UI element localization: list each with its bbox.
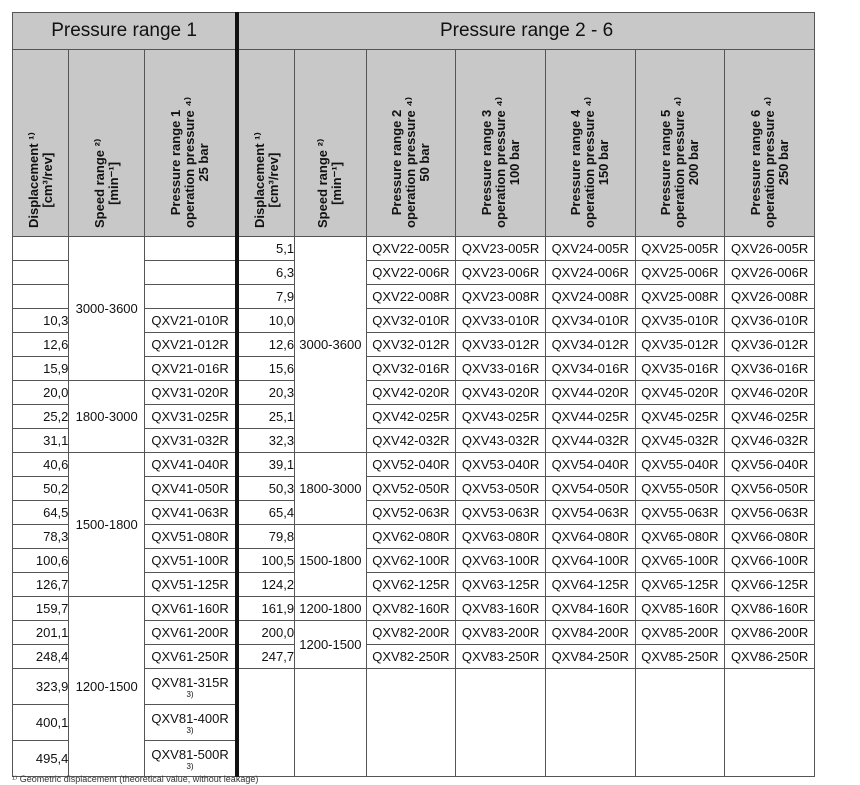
right-type-code-cell: QXV22-005R: [366, 237, 456, 261]
col-header-line: [min⁻¹]: [329, 161, 345, 205]
right-displacement-cell: 15,6: [237, 357, 294, 381]
right-type-code-cell: QXV62-080R: [366, 525, 456, 549]
right-displacement-cell: 79,8: [237, 525, 294, 549]
type-code-text: QXV81-400R: [151, 710, 229, 726]
right-displacement-cell: 6,3: [237, 261, 294, 285]
empty-cell: [725, 669, 815, 777]
left-displacement-cell: 31,1: [13, 429, 69, 453]
left-displacement-cell: 323,9: [13, 669, 69, 705]
right-type-code-cell: QXV43-025R: [456, 405, 546, 429]
left-displacement-cell: 78,3: [13, 525, 69, 549]
left-type-code-cell: [144, 741, 237, 777]
right-type-code-cell: QXV24-005R: [545, 237, 635, 261]
right-type-code-cell: QXV43-032R: [456, 429, 546, 453]
col-header-line: operation pressure ⁴⁾: [182, 97, 198, 228]
left-speed-range-cell: 1200-1500: [69, 597, 145, 777]
right-speed-range-cell: 1500-1800: [295, 525, 367, 597]
right-type-code-cell: QXV23-006R: [456, 261, 546, 285]
right-type-code-cell: QXV53-050R: [456, 477, 546, 501]
left-speed-range-cell: 1800-3000: [69, 381, 145, 453]
right-type-code-cell: QXV45-025R: [635, 405, 725, 429]
right-type-code-cell: QXV53-063R: [456, 501, 546, 525]
right-type-code-cell: QXV63-080R: [456, 525, 546, 549]
left-displacement-cell: [13, 285, 69, 309]
col-header-pressure-range-2: [366, 50, 456, 237]
right-type-code-cell: QXV36-012R: [725, 333, 815, 357]
left-type-code-cell: [144, 285, 237, 309]
right-displacement-cell: 124,2: [237, 573, 294, 597]
right-type-code-cell: QXV45-020R: [635, 381, 725, 405]
empty-cell: [635, 669, 725, 777]
right-type-code-cell: QXV26-006R: [725, 261, 815, 285]
col-header-line: Pressure range 2: [388, 109, 404, 216]
col-header-pressure-range-6: [725, 50, 815, 237]
right-type-code-cell: QXV32-012R: [366, 333, 456, 357]
left-type-code-cell: QXV21-012R: [144, 333, 237, 357]
right-displacement-cell: 65,4: [237, 501, 294, 525]
col-header-line: 200 bar: [685, 139, 701, 186]
left-type-code-cell: QXV31-032R: [144, 429, 237, 453]
table-row: [13, 381, 815, 405]
left-type-code-cell: QXV51-125R: [144, 573, 237, 597]
right-displacement-cell: 20,3: [237, 381, 294, 405]
right-type-code-cell: QXV55-050R: [635, 477, 725, 501]
footnote-ref: 3): [186, 725, 194, 735]
right-type-code-cell: QXV52-040R: [366, 453, 456, 477]
col-header-line: [min⁻¹]: [105, 161, 121, 205]
right-speed-range-cell: 1200-1800: [295, 597, 367, 621]
left-displacement-cell: 15,9: [13, 357, 69, 381]
footnote-ref: 3): [186, 689, 194, 699]
right-type-code-cell: QXV83-160R: [456, 597, 546, 621]
right-type-code-cell: QXV46-032R: [725, 429, 815, 453]
right-type-code-cell: QXV86-160R: [725, 597, 815, 621]
right-type-code-cell: QXV26-005R: [725, 237, 815, 261]
right-type-code-cell: QXV84-250R: [545, 645, 635, 669]
col-header-line: 150 bar: [596, 139, 612, 186]
right-type-code-cell: QXV22-008R: [366, 285, 456, 309]
right-type-code-cell: QXV64-125R: [545, 573, 635, 597]
right-displacement-cell: 50,3: [237, 477, 294, 501]
right-type-code-cell: QXV62-125R: [366, 573, 456, 597]
right-type-code-cell: QXV65-080R: [635, 525, 725, 549]
left-type-code-cell: QXV41-063R: [144, 501, 237, 525]
right-type-code-cell: QXV64-100R: [545, 549, 635, 573]
right-type-code-cell: QXV56-063R: [725, 501, 815, 525]
left-displacement-cell: 50,2: [13, 477, 69, 501]
right-type-code-cell: QXV66-080R: [725, 525, 815, 549]
right-type-code-cell: QXV24-006R: [545, 261, 635, 285]
col-header-line: 25 bar: [196, 143, 212, 182]
right-type-code-cell: QXV45-032R: [635, 429, 725, 453]
left-type-code-cell: QXV61-160R: [144, 597, 237, 621]
col-header-line: operation pressure ⁴⁾: [492, 97, 508, 228]
col-header-line: Pressure range 3: [478, 109, 494, 216]
right-type-code-cell: QXV52-063R: [366, 501, 456, 525]
right-type-code-cell: QXV66-100R: [725, 549, 815, 573]
left-displacement-cell: 40,6: [13, 453, 69, 477]
left-speed-range-cell: 3000-3600: [69, 237, 145, 381]
left-type-code-cell: QXV61-250R: [144, 645, 237, 669]
right-type-code-cell: QXV63-125R: [456, 573, 546, 597]
right-type-code-cell: QXV34-016R: [545, 357, 635, 381]
left-type-code-cell: QXV31-020R: [144, 381, 237, 405]
right-type-code-cell: QXV43-020R: [456, 381, 546, 405]
empty-cell: [366, 669, 456, 777]
right-type-code-cell: QXV46-025R: [725, 405, 815, 429]
col-header-pressure-range-1: [144, 50, 237, 237]
left-displacement-cell: 10,3: [13, 309, 69, 333]
table-row: [13, 453, 815, 477]
right-type-code-cell: QXV25-005R: [635, 237, 725, 261]
col-header-line: Speed range ²⁾: [315, 138, 331, 228]
empty-cell: [456, 669, 546, 777]
left-speed-range-cell: 1500-1800: [69, 453, 145, 597]
right-type-code-cell: QXV65-125R: [635, 573, 725, 597]
right-type-code-cell: QXV33-010R: [456, 309, 546, 333]
group-header-pressure-range-1: Pressure range 1: [13, 13, 238, 50]
col-header-line: Displacement ¹⁾: [251, 132, 267, 228]
pressure-range-table: [12, 12, 815, 777]
right-speed-range-cell: 3000-3600: [295, 237, 367, 453]
col-header-line: Speed range ²⁾: [91, 138, 107, 228]
col-header-line: operation pressure ⁴⁾: [402, 97, 418, 228]
right-type-code-cell: QXV84-200R: [545, 621, 635, 645]
right-speed-range-cell: 1800-3000: [295, 453, 367, 525]
left-displacement-cell: 400,1: [13, 705, 69, 741]
right-displacement-cell: 100,5: [237, 549, 294, 573]
right-type-code-cell: QXV55-063R: [635, 501, 725, 525]
left-type-code-cell: QXV51-080R: [144, 525, 237, 549]
left-displacement-cell: 248,4: [13, 645, 69, 669]
right-type-code-cell: QXV86-200R: [725, 621, 815, 645]
col-header-line: Pressure range 5: [657, 109, 673, 216]
right-type-code-cell: QXV65-100R: [635, 549, 725, 573]
col-header-line: Pressure range 4: [568, 109, 584, 216]
right-type-code-cell: QXV32-010R: [366, 309, 456, 333]
right-type-code-cell: QXV32-016R: [366, 357, 456, 381]
right-displacement-cell: 7,9: [237, 285, 294, 309]
col-header-displacement-right: [237, 50, 294, 237]
right-displacement-cell: 161,9: [237, 597, 294, 621]
left-type-code-cell: QXV21-010R: [144, 309, 237, 333]
right-type-code-cell: QXV85-200R: [635, 621, 725, 645]
col-header-speed: [69, 50, 145, 237]
right-type-code-cell: QXV44-020R: [545, 381, 635, 405]
col-header-pressure-range-5: [635, 50, 725, 237]
right-type-code-cell: QXV34-010R: [545, 309, 635, 333]
left-type-code-cell: QXV51-100R: [144, 549, 237, 573]
group-header-row: [13, 13, 815, 50]
col-header-line: [cm³/rev]: [265, 152, 281, 208]
right-type-code-cell: QXV33-016R: [456, 357, 546, 381]
right-type-code-cell: QXV23-005R: [456, 237, 546, 261]
right-displacement-cell: 5,1: [237, 237, 294, 261]
right-displacement-cell: 200,0: [237, 621, 294, 645]
right-type-code-cell: QXV36-016R: [725, 357, 815, 381]
right-type-code-cell: QXV82-160R: [366, 597, 456, 621]
left-type-code-cell: [144, 705, 237, 741]
col-header-pressure-range-3: [456, 50, 546, 237]
right-type-code-cell: QXV33-012R: [456, 333, 546, 357]
empty-cell: [295, 669, 367, 777]
right-type-code-cell: QXV54-040R: [545, 453, 635, 477]
col-header-line: operation pressure ⁴⁾: [761, 97, 777, 228]
left-type-code-cell: QXV41-040R: [144, 453, 237, 477]
right-type-code-cell: QXV35-016R: [635, 357, 725, 381]
right-type-code-cell: QXV54-063R: [545, 501, 635, 525]
right-type-code-cell: QXV63-100R: [456, 549, 546, 573]
left-displacement-cell: 64,5: [13, 501, 69, 525]
left-type-code-cell: QXV31-025R: [144, 405, 237, 429]
empty-cell: [237, 669, 294, 777]
right-type-code-cell: QXV36-010R: [725, 309, 815, 333]
right-type-code-cell: QXV85-160R: [635, 597, 725, 621]
col-header-pressure-range-4: [545, 50, 635, 237]
left-displacement-cell: 20,0: [13, 381, 69, 405]
table-row: [13, 237, 815, 261]
right-type-code-cell: QXV23-008R: [456, 285, 546, 309]
right-type-code-cell: QXV85-250R: [635, 645, 725, 669]
empty-cell: [545, 669, 635, 777]
left-type-code-cell: [144, 669, 237, 705]
right-type-code-cell: QXV25-006R: [635, 261, 725, 285]
right-type-code-cell: QXV35-012R: [635, 333, 725, 357]
col-header-line: operation pressure ⁴⁾: [671, 97, 687, 228]
right-type-code-cell: QXV52-050R: [366, 477, 456, 501]
left-displacement-cell: 126,7: [13, 573, 69, 597]
right-type-code-cell: QXV42-032R: [366, 429, 456, 453]
right-displacement-cell: 247,7: [237, 645, 294, 669]
right-type-code-cell: QXV55-040R: [635, 453, 725, 477]
left-displacement-cell: 100,6: [13, 549, 69, 573]
right-type-code-cell: QXV82-250R: [366, 645, 456, 669]
right-type-code-cell: QXV34-012R: [545, 333, 635, 357]
footnote-ref: 3): [186, 761, 194, 771]
right-type-code-cell: QXV62-100R: [366, 549, 456, 573]
left-type-code-cell: QXV61-200R: [144, 621, 237, 645]
left-type-code-cell: [144, 261, 237, 285]
right-displacement-cell: 32,3: [237, 429, 294, 453]
type-code-text: QXV81-315R: [151, 674, 229, 690]
left-displacement-cell: 495,4: [13, 741, 69, 777]
right-type-code-cell: QXV24-008R: [545, 285, 635, 309]
left-type-code-cell: QXV21-016R: [144, 357, 237, 381]
right-type-code-cell: QXV83-200R: [456, 621, 546, 645]
left-displacement-cell: 25,2: [13, 405, 69, 429]
footnote: ¹⁾ Geometric displacement (theoretical value, without leakage): [12, 774, 259, 784]
col-header-line: 250 bar: [775, 139, 791, 186]
left-type-code-cell: [144, 237, 237, 261]
right-type-code-cell: QXV42-025R: [366, 405, 456, 429]
right-type-code-cell: QXV42-020R: [366, 381, 456, 405]
col-header-line: operation pressure ⁴⁾: [582, 97, 598, 228]
right-displacement-cell: 10,0: [237, 309, 294, 333]
right-displacement-cell: 25,1: [237, 405, 294, 429]
right-type-code-cell: QXV26-008R: [725, 285, 815, 309]
right-type-code-cell: QXV25-008R: [635, 285, 725, 309]
right-speed-range-cell: 1200-1500: [295, 621, 367, 669]
left-displacement-cell: 201,1: [13, 621, 69, 645]
left-displacement-cell: 159,7: [13, 597, 69, 621]
col-header-line: 100 bar: [506, 139, 522, 186]
right-type-code-cell: QXV86-250R: [725, 645, 815, 669]
right-type-code-cell: QXV35-010R: [635, 309, 725, 333]
right-type-code-cell: QXV84-160R: [545, 597, 635, 621]
type-code-text: QXV81-500R: [151, 746, 229, 762]
col-header-speed-right: [295, 50, 367, 237]
right-type-code-cell: QXV44-025R: [545, 405, 635, 429]
left-displacement-cell: [13, 261, 69, 285]
right-displacement-cell: 39,1: [237, 453, 294, 477]
right-type-code-cell: QXV56-050R: [725, 477, 815, 501]
right-type-code-cell: QXV83-250R: [456, 645, 546, 669]
right-type-code-cell: QXV66-125R: [725, 573, 815, 597]
left-displacement-cell: [13, 237, 69, 261]
left-displacement-cell: 12,6: [13, 333, 69, 357]
table-row: [13, 597, 815, 621]
right-type-code-cell: QXV22-006R: [366, 261, 456, 285]
col-header-line: Displacement ¹⁾: [25, 132, 41, 228]
right-type-code-cell: QXV46-020R: [725, 381, 815, 405]
table-body: [13, 237, 815, 777]
right-type-code-cell: QXV53-040R: [456, 453, 546, 477]
right-type-code-cell: QXV56-040R: [725, 453, 815, 477]
col-header-line: Pressure range 1: [168, 109, 184, 216]
col-header-line: Pressure range 6: [747, 109, 763, 216]
col-header-line: 50 bar: [416, 143, 432, 182]
right-type-code-cell: QXV44-032R: [545, 429, 635, 453]
col-header-displacement: [13, 50, 69, 237]
group-header-pressure-range-2-6: Pressure range 2 - 6: [237, 13, 814, 50]
right-type-code-cell: QXV82-200R: [366, 621, 456, 645]
left-type-code-cell: QXV41-050R: [144, 477, 237, 501]
right-type-code-cell: QXV64-080R: [545, 525, 635, 549]
right-type-code-cell: QXV54-050R: [545, 477, 635, 501]
col-header-line: [cm³/rev]: [39, 152, 55, 208]
right-displacement-cell: 12,6: [237, 333, 294, 357]
column-header-row: [13, 50, 815, 237]
